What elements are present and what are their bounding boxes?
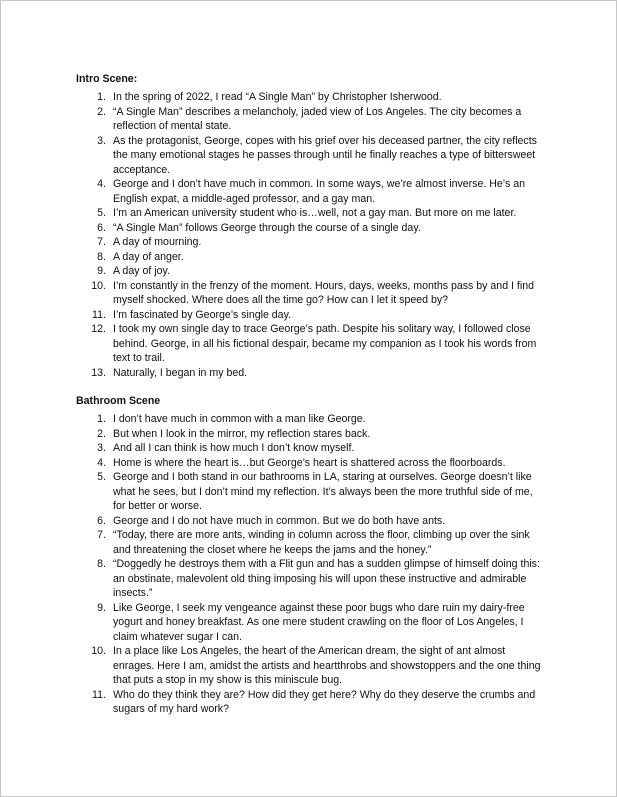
list-item xyxy=(76,441,546,456)
list-item xyxy=(76,557,546,601)
list-item xyxy=(76,601,546,645)
list-item xyxy=(76,235,546,250)
item-number: 6. xyxy=(97,514,106,527)
numbered-list xyxy=(76,90,546,380)
item-text: A day of anger. xyxy=(113,250,184,263)
numbered-list xyxy=(76,412,546,717)
item-number: 2. xyxy=(97,427,106,440)
item-text: “Doggedly he destroys them with a Flit gun and has a sudden glimpse of himself doing this: an obstinate, malevolent old thing imposing his will upon these instructive and admirable insects.” xyxy=(113,558,540,599)
list-item xyxy=(76,221,546,236)
bathroom-scene-section xyxy=(76,394,546,717)
item-text: George and I both stand in our bathrooms in LA, staring at ourselves. George doesn’t like what he sees, but I don’t mind my reflection. It’s always been the more truthful side of me, for better or worse. xyxy=(113,471,533,512)
item-number: 7. xyxy=(97,529,106,541)
item-text: Who do they think they are? How did they get here? Why do they deserve the crumbs and sugars of my hard work? xyxy=(113,688,536,715)
item-number: 6. xyxy=(97,221,106,234)
list-item xyxy=(76,688,546,717)
item-text: George and I do not have much in common. But we do both have ants. xyxy=(113,514,446,527)
item-text: “A Single Man” follows George through the course of a single day. xyxy=(113,221,421,234)
item-text: “A Single Man” describes a melancholy, jaded view of Los Angeles. The city becomes a reflection of mental state. xyxy=(113,105,522,132)
list-item xyxy=(76,514,546,529)
document-body xyxy=(76,72,546,717)
item-number: 1. xyxy=(97,413,106,425)
list-item xyxy=(76,470,546,514)
item-number: 1. xyxy=(97,91,106,103)
item-text: I’m constantly in the frenzy of the moment. Hours, days, weeks, months pass by and I find myself shocked. Where does all the time go? How can I let it speed by? xyxy=(113,279,535,306)
list-item xyxy=(76,412,546,427)
list-item xyxy=(76,308,546,323)
item-number: 2. xyxy=(97,105,106,118)
item-text: But when I look in the mirror, my reflection stares back. xyxy=(113,427,371,440)
item-number: 10. xyxy=(91,645,106,657)
section-spacer xyxy=(76,380,546,394)
item-number: 12. xyxy=(91,323,106,335)
item-text: In a place like Los Angeles, the heart of the American dream, the sight of ant almost enrages. Here I am, amidst the artists and heartthrobs and showstoppers and the one thing that puts a stop in my show is this miniscule bug. xyxy=(113,645,541,686)
section-heading: Intro Scene: xyxy=(76,73,138,85)
item-number: 3. xyxy=(97,134,106,147)
list-item xyxy=(76,279,546,308)
list-item xyxy=(76,427,546,442)
item-text: I don’t have much in common with a man like George. xyxy=(113,413,366,425)
item-text: Like George, I seek my vengeance against these poor bugs who dare ruin my dairy-free yogurt and honey breakfast. As one mere student crawling on the floor of Los Angeles, I claim whatever sugar I can. xyxy=(113,601,525,643)
list-item xyxy=(76,250,546,265)
intro-scene-section xyxy=(76,72,546,380)
item-number: 4. xyxy=(97,456,106,469)
list-item xyxy=(76,206,546,221)
list-item xyxy=(76,456,546,471)
list-item xyxy=(76,105,546,134)
item-text: Naturally, I began in my bed. xyxy=(113,366,248,379)
item-text: And all I can think is how much I don’t know myself. xyxy=(113,442,355,454)
item-number: 8. xyxy=(97,558,106,570)
item-number: 11. xyxy=(92,308,106,321)
item-number: 9. xyxy=(97,601,106,614)
item-number: 3. xyxy=(97,442,106,454)
item-number: 10. xyxy=(91,279,106,292)
item-text: I took my own single day to trace George’s path. Despite his solitary way, I followed close behind. George, in all his fictional despair, became my companion as I took his words from text to trail. xyxy=(113,323,537,364)
section-heading: Bathroom Scene xyxy=(76,395,161,407)
item-number: 5. xyxy=(97,207,106,219)
list-item xyxy=(76,644,546,688)
list-item xyxy=(76,264,546,279)
list-item xyxy=(76,90,546,105)
item-text: I’m an American university student who is…well, not a gay man. But more on me later. xyxy=(113,207,517,219)
item-number: 11. xyxy=(92,688,106,701)
item-number: 5. xyxy=(97,471,106,483)
item-text: George and I don’t have much in common. In some ways, we’re almost inverse. He’s an English expat, a middle-aged professor, and a gay man. xyxy=(113,178,525,205)
item-text: In the spring of 2022, I read “A Single Man” by Christopher Isherwood. xyxy=(113,91,442,103)
list-item xyxy=(76,528,546,557)
item-text: I’m fascinated by George’s single day. xyxy=(113,308,292,321)
item-text: Home is where the heart is…but George’s heart is shattered across the floorboards. xyxy=(113,456,506,469)
list-item xyxy=(76,177,546,206)
item-text: As the protagonist, George, copes with his grief over his deceased partner, the city reflects the many emotional stages he passes through until he finally reaches a type of bittersweet acceptance. xyxy=(113,134,537,176)
list-item xyxy=(76,366,546,381)
list-item xyxy=(76,134,546,178)
item-number: 8. xyxy=(97,250,106,263)
item-text: A day of joy. xyxy=(113,265,170,277)
list-item xyxy=(76,322,546,366)
item-number: 9. xyxy=(97,265,106,277)
item-number: 4. xyxy=(97,178,106,190)
item-text: A day of mourning. xyxy=(113,236,202,248)
item-text: “Today, there are more ants, winding in column across the floor, climbing up over the sink and threatening the closet where he keeps the jams and the honey.” xyxy=(113,529,530,556)
item-number: 7. xyxy=(97,236,106,248)
item-number: 13. xyxy=(91,366,106,379)
